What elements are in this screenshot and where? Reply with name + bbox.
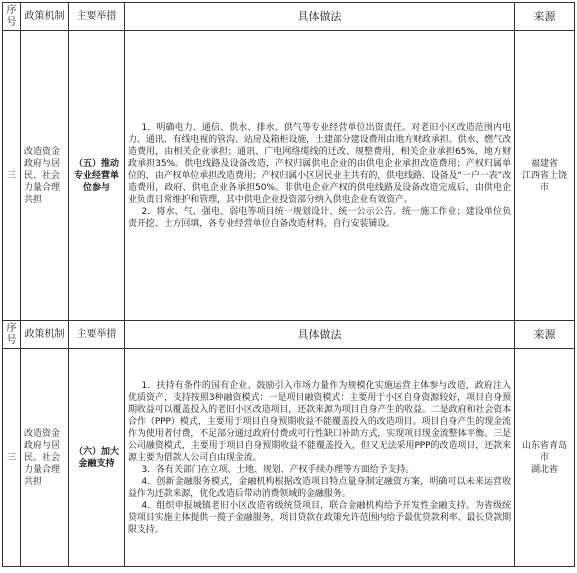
header-policy: 政策机制 <box>21 3 69 31</box>
detail-paragraph: 3．各有关部门在立项、土地、规划、产权手续办理等方面给予支持。 <box>141 464 415 475</box>
row-measure: （五）推动专业经营单位参与 <box>69 31 125 321</box>
source-line: 湖北省 <box>530 464 558 475</box>
row-detail <box>125 31 515 321</box>
detail-paragraph: 4．创新金融服务模式，金融机构根据改造项目特点量身制定融资方案，明确可以未来运营收益作为还款来源，优化改造后带动消费领域的金融服务。 <box>128 476 511 499</box>
row-policy: 改造资金政府与居民、社会力量合理共担 <box>21 349 69 567</box>
row-seq: 三 <box>3 31 21 321</box>
detail-paragraph: 2．将水、气、强电、弱电等项目统一规划设计、统一公示公告、统一施工作业；建设单位负责开挖、土方回填，各专业经营单位自备改造材料，自行安装铺设。 <box>128 206 511 229</box>
source-line: 江西省上饶市 <box>521 170 567 193</box>
row-seq: 三 <box>3 349 21 567</box>
row-measure: （六）加大金融支持 <box>69 349 125 567</box>
header-policy: 政策机制 <box>21 321 69 349</box>
detail-paragraph: 1．扶持有条件的国有企业、鼓励引入市场力量作为规模化实施运营主体参与改造，政府注入优质资产，支持按照3种融资模式：一是项目融资模式：主要用于小区自身资源较好，项目自身预期收益可以覆盖投入的老旧小区改造项目，还款来源为项目自身产生的收益。二是政府和社会资本合作（PPP）模式，主要用于项目自身预期收益不能覆盖投入的改造项目。项目自身产生的现金流作为使用者付费，不足部分通过政府付费或可行性缺口补助方式，实现项目现金流整体平衡。三是公司融资模式，主要用于项目自身预期收益不能覆盖投入，但又无法采用PPP的改造项目，还款来源主要为借款人公司自由现金流。 <box>128 380 511 463</box>
header-detail: 具体做法 <box>125 3 515 31</box>
table-row <box>3 31 575 321</box>
header-seq: 序号 <box>3 321 21 349</box>
header-detail: 具体做法 <box>125 321 515 349</box>
table-header-row <box>3 3 575 31</box>
source-line: 福建省 <box>530 158 558 169</box>
row-detail <box>125 349 515 567</box>
row-source <box>515 31 575 321</box>
header-measure: 主要举措 <box>69 321 125 349</box>
policy-table <box>2 2 575 567</box>
header-source: 来源 <box>515 3 575 31</box>
table-header-row <box>3 321 575 349</box>
header-source: 来源 <box>515 321 575 349</box>
detail-paragraph: 1．明确电力、通信、供水、排水、供气等专业经营单位出资责任。对老旧小区改造范围内电力、通讯、有线电视的管沟、站房及箱柜设施，土建部分建设费用由地方财政承担。供水、燃气改造费用，由相关企业承担；通讯、广电网络缆线的迁改、规整费用，相关企业承担65%，地方财政承担35%。供电线路及设备改造，产权归属供电企业的由供电企业承担改造费用；产权归属单位的，由产权单位承担改造费用；产权归属小区居民业主共有的，供电线路、设备及“一户一表”改造费用，政府、供电企业各承担50%。非供电企业产权的供电线路及设备改造完成后，由供电企业负责日常维护和管理，其中供电企业投资部分纳入供电企业有效资产。 <box>128 122 511 205</box>
detail-paragraph: 4．组织申报城镇老旧小区改造省级统贷项目，联合金融机构给予开发性金融支持。为省级统贷项目实施主体提供一揽子金融服务，项目贷款在政策允许范围内给予最优贷款利率、最长贷款期限支持。 <box>128 500 511 535</box>
row-policy: 改造资金政府与居民、社会力量合理共担 <box>21 31 69 321</box>
header-seq: 序号 <box>3 3 21 31</box>
source-line: 山东省青岛市 <box>521 440 567 463</box>
row-source <box>515 349 575 567</box>
header-measure: 主要举措 <box>69 3 125 31</box>
table-row <box>3 349 575 567</box>
